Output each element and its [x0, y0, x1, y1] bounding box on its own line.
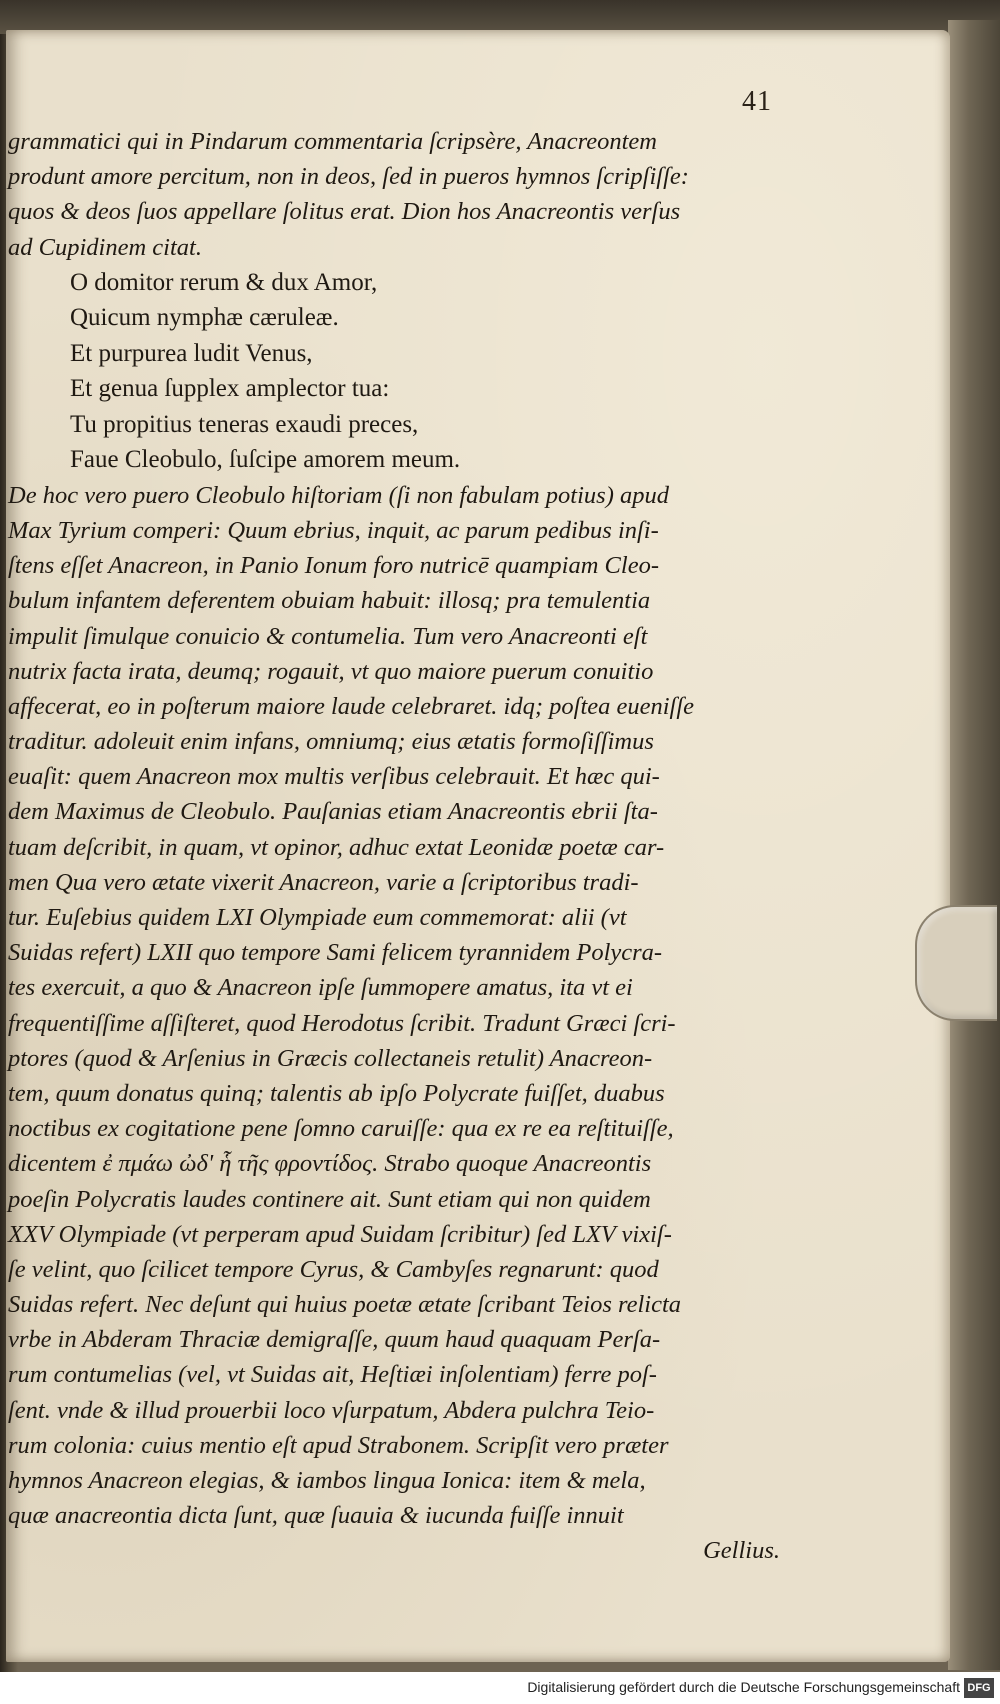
prose-intro: [8, 124, 780, 265]
text-line: XXV Olympiade (vt perperam apud Suidam ſcribitur) ſed LXV vixiſ-: [8, 1220, 672, 1248]
verse-line: Tu propitius teneras exaudi preces,: [70, 410, 419, 438]
funding-credit: Digitalisierung gefördert durch die Deutsche Forschungsgemeinschaft: [527, 1679, 960, 1695]
text-line: noctibus ex cogitatione pene ſomno caruiſſe: qua ex re ea reſtituiſſe,: [8, 1115, 674, 1143]
verse-line: Faue Cleobulo, ſuſcipe amorem meum.: [70, 446, 461, 474]
text-line: impulit ſimulque conuicio & contumelia. Tum vero Anacreonti eſt: [8, 622, 648, 650]
text-line: De hoc vero puero Cleobulo hiſtoriam (ſi non fabulam potius) apud: [8, 481, 669, 509]
text-line: dicentem ἐ πμάω ὠδ' ἧ τῆς φροντίδος. Strabo quoque Anacreontis: [8, 1150, 652, 1178]
catchword: Gellius.: [703, 1537, 780, 1565]
text-line: Suidas refert) LXII quo tempore Sami felicem tyrannidem Polycra-: [8, 939, 663, 967]
text-line: grammatici qui in Pindarum commentaria ſcripsère, Anacreontem: [8, 128, 657, 155]
text-line: ad Cupidinem citat.: [8, 233, 202, 261]
text-line: euaſit: quem Anacreon mox multis verſibus celebrauit. Et hæc qui-: [8, 763, 660, 791]
text-line: tur. Euſebius quidem LXI Olympiade eum commemorat: alii (vt: [8, 904, 627, 931]
text-line: rum contumelias (vel, vt Suidas ait, Heſtiæi inſolentiam) ferre poſ-: [8, 1361, 657, 1389]
text-line: men Qua vero ætate vixerit Anacreon, varie a ſcriptoribus tradi-: [8, 868, 639, 896]
text-line: bulum infantem deferentem obuiam habuit: illosq; pra temulentia: [8, 587, 651, 615]
text-line: tes exercuit, a quo & Anacreon ipſe ſummopere amatus, ita vt ei: [8, 974, 633, 1002]
binding-top: [0, 0, 1000, 34]
verse-line: Et purpurea ludit Venus,: [70, 339, 313, 367]
text-line: Max Tyrium comperi: Quum ebrius, inquit, ac parum pedibus inſi-: [8, 516, 659, 544]
clasp-tab: [915, 905, 997, 1021]
verse-line: O domitor rerum & dux Amor,: [70, 268, 378, 296]
verse-line: Quicum nymphæ cæruleæ.: [70, 304, 339, 332]
footer-bar: [0, 1672, 1000, 1704]
text-line: produnt amore percitum, non in deos, ſed in pueros hymnos ſcripſiſſe:: [8, 163, 689, 191]
text-line: Suidas refert. Nec deſunt qui huius poetæ ætate ſcribant Teios relicta: [8, 1291, 682, 1319]
text-line: ſent. vnde & illud prouerbii loco vſurpatum, Abdera pulchra Teio-: [8, 1396, 655, 1424]
dfg-logo: DFG: [964, 1678, 994, 1698]
page-number: 41: [742, 86, 772, 117]
verse-quotation: [70, 265, 780, 478]
text-line: quæ anacreontia dicta ſunt, quæ ſuauia & iucunda fuiſſe innuit: [8, 1502, 624, 1530]
page-text: [8, 124, 780, 1569]
text-line: rum colonia: cuius mentio eſt apud Strabonem. Scripſit vero præter: [8, 1431, 669, 1459]
text-line: ſtens eſſet Anacreon, in Panio Ionum foro nutricē quampiam Cleo-: [8, 552, 659, 580]
book-fore-edge: [948, 20, 1000, 1670]
text-line: quos & deos ſuos appellare ſolitus erat. Dion hos Anacreontis verſus: [8, 198, 681, 226]
text-line: poeſin Polycratis laudes continere ait. Sunt etiam qui non quidem: [8, 1185, 651, 1213]
text-line: traditur. adoleuit enim infans, omniumq; eius ætatis formoſiſſimus: [8, 728, 654, 756]
text-line: tem, quum donatus quinq; talentis ab ipſo Polycrate fuiſſet, duabus: [8, 1079, 665, 1107]
text-line: ſe velint, quo ſcilicet tempore Cyrus, & Cambyſes regnarunt: quod: [8, 1255, 659, 1283]
text-line: ptores (quod & Arſenius in Græcis collectaneis retulit) Anacreon-: [8, 1044, 653, 1072]
text-line: tuam deſcribit, in quam, vt opinor, adhuc extat Leonidæ poetæ car-: [8, 833, 665, 861]
text-line: frequentiſſime aſſiſteret, quod Herodotus ſcribit. Tradunt Græci ſcri-: [8, 1009, 676, 1037]
text-line: affecerat, eo in poſterum maiore laude celebraret. idq; poſtea eueniſſe: [8, 692, 695, 720]
prose-main: [8, 478, 780, 1569]
text-line: hymnos Anacreon elegias, & iambos lingua Ionica: item & mela,: [8, 1467, 646, 1494]
verse-line: Et genua ſupplex amplector tua:: [70, 375, 390, 403]
text-line: vrbe in Abderam Thraciæ demigraſſe, quum haud quaquam Perſa-: [8, 1326, 661, 1354]
text-line: nutrix facta irata, deumq; rogauit, vt quo maiore puerum conuitio: [8, 657, 654, 685]
text-line: dem Maximus de Cleobulo. Pauſanias etiam Anacreontis ebrii ſta-: [8, 798, 658, 826]
